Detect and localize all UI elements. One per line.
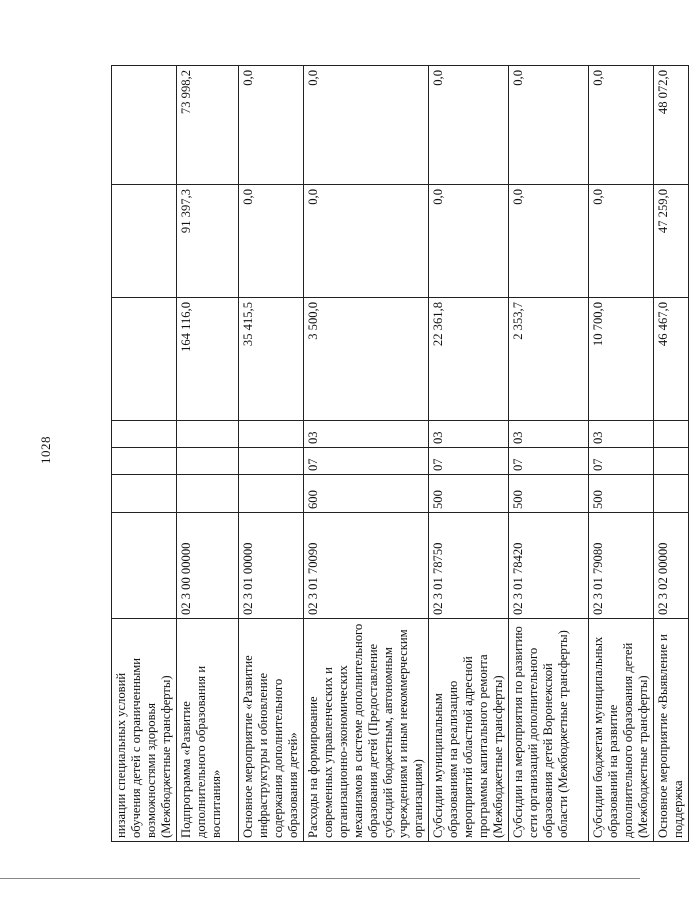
row-subsection-cell: 03 [304,421,429,448]
table-row [654,66,689,842]
row-name-cell: Основное мероприятие «Развитие инфраструктуры и обновление содержания дополнительного образования детей» [239,619,304,842]
table-row [589,66,654,842]
row-section-cell [112,448,177,475]
row-value-2-cell: 0,0 [429,185,509,298]
row-value-1-cell: 35 415,5 [239,298,304,421]
page-number: 1028 [38,436,53,464]
row-value-2-cell: 0,0 [239,185,304,298]
row-name-cell: Субсидии муниципальным образованиям на реализацию мероприятий областной адресной программы капитального ремонта (Межбюджетные трансферты) [429,619,509,842]
row-subsection-cell [177,421,239,448]
row-code-cell: 02 3 01 78750 [429,513,509,619]
row-section-cell: 07 [429,448,509,475]
row-value-1-cell: 3 500,0 [304,298,429,421]
row-value-1-cell [112,298,177,421]
row-value-3-cell: 0,0 [429,66,509,185]
row-value-2-cell: 47 259,0 [654,185,689,298]
row-name-cell: Субсидии на мероприятия по развитию сети организаций дополнительного образования детей Воронежской области (Межбюджетные трансферты) [509,619,589,842]
row-name-cell: Основное мероприятие «Выявление и поддержка [654,619,689,842]
row-value-3-cell: 0,0 [589,66,654,185]
row-section-cell [177,448,239,475]
row-code-cell: 02 3 01 70090 [304,513,429,619]
table-row [304,66,429,842]
row-value-3-cell: 48 072,0 [654,66,689,185]
row-code-cell [112,513,177,619]
row-value-1-cell: 46 467,0 [654,298,689,421]
row-name-cell: Расходы на формирование современных управленческих и организационно-экономических механизмов в системе дополнительного образования детей (Предоставление субсидий бюджетным, автономным учреждениям и иным некоммерческим организациям) [304,619,429,842]
table-row [239,66,304,842]
row-value-2-cell: 0,0 [304,185,429,298]
row-value-2-cell: 0,0 [509,185,589,298]
row-value-2-cell: 91 397,3 [177,185,239,298]
row-group-cell: 500 [429,475,509,513]
row-group-cell [654,475,689,513]
table-row [112,66,177,842]
table-row [429,66,509,842]
row-code-cell: 02 3 01 79080 [589,513,654,619]
row-subsection-cell: 03 [509,421,589,448]
row-code-cell: 02 3 00 00000 [177,513,239,619]
row-group-cell: 500 [509,475,589,513]
row-subsection-cell [239,421,304,448]
row-value-2-cell [112,185,177,298]
budget-table [111,65,689,842]
table-row [177,66,239,842]
row-code-cell: 02 3 01 00000 [239,513,304,619]
row-section-cell: 07 [304,448,429,475]
row-value-2-cell: 0,0 [589,185,654,298]
row-group-cell [177,475,239,513]
row-subsection-cell [112,421,177,448]
row-value-3-cell: 73 998,2 [177,66,239,185]
row-section-cell [654,448,689,475]
row-group-cell [112,475,177,513]
row-section-cell [239,448,304,475]
row-value-3-cell: 0,0 [239,66,304,185]
row-value-3-cell [112,66,177,185]
row-name-cell: низации специальных условий обучения детей с ограниченными возможностями здоровья (Межбюджетные трансферты) [112,619,177,842]
row-subsection-cell: 03 [429,421,509,448]
row-subsection-cell [654,421,689,448]
row-code-cell: 02 3 01 78420 [509,513,589,619]
row-section-cell: 07 [509,448,589,475]
row-group-cell: 500 [589,475,654,513]
row-subsection-cell: 03 [589,421,654,448]
row-name-cell: Субсидии бюджетам муниципальных образований на развитие дополнительного образования детей (Межбюджетные трансферты) [589,619,654,842]
row-code-cell: 02 3 02 00000 [654,513,689,619]
row-value-3-cell: 0,0 [304,66,429,185]
bottom-rule [0,878,640,879]
row-value-1-cell: 164 116,0 [177,298,239,421]
row-group-cell: 600 [304,475,429,513]
row-value-1-cell: 10 700,0 [589,298,654,421]
row-name-cell: Подпрограмма «Развитие дополнительного образования и воспитания» [177,619,239,842]
row-value-3-cell: 0,0 [509,66,589,185]
row-section-cell: 07 [589,448,654,475]
table-row [509,66,589,842]
row-value-1-cell: 22 361,8 [429,298,509,421]
row-value-1-cell: 2 353,7 [509,298,589,421]
row-group-cell [239,475,304,513]
